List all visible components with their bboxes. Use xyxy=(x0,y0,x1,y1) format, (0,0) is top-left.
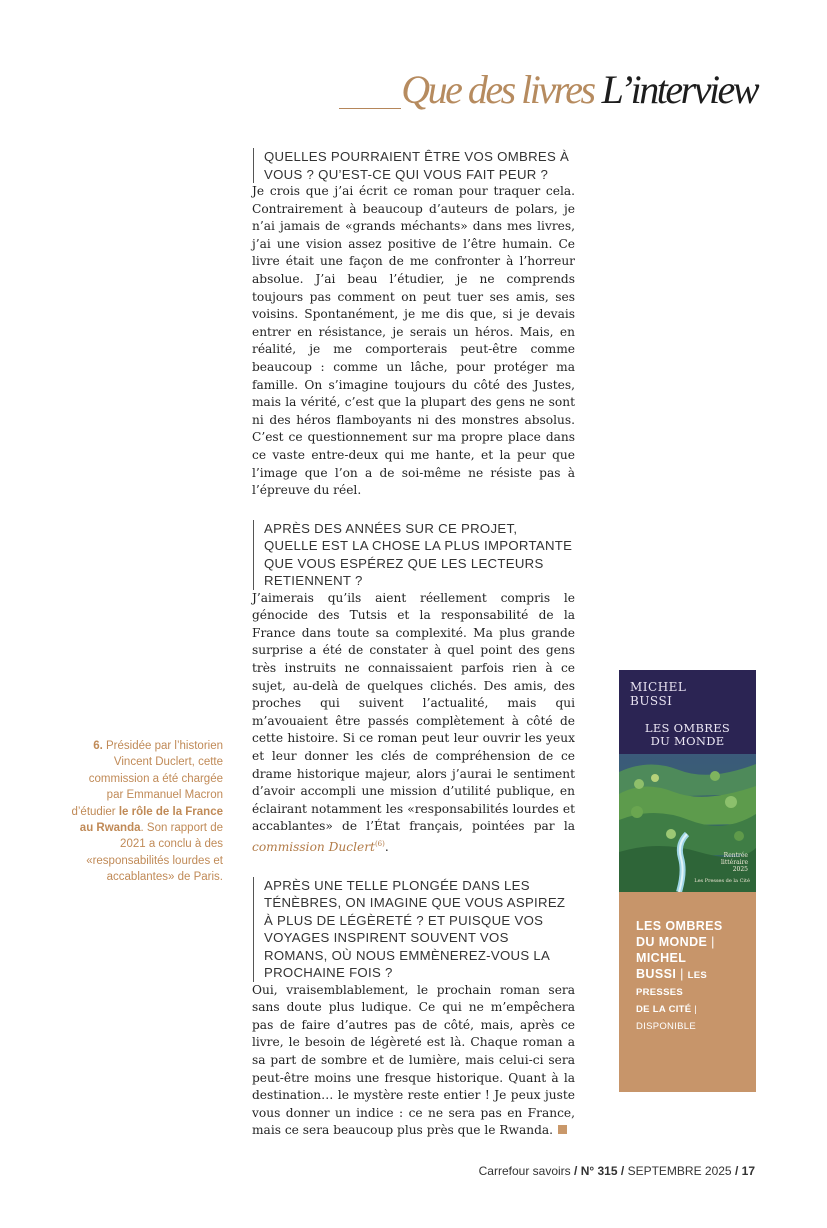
answer-2 xyxy=(252,590,575,857)
answer-1: Je crois que j’ai écrit ce roman pour traquer cela. Contrairement à beaucoup d’auteurs de polars, je n’ai jamais de «grands méchants» dans mes livres, j’ai une vision assez positive de l’être humain. Ce livre était une façon de me confronter à l’horreur absolue. J’ai beau l’étudier, je ne comprends toujours pas comment on peut tuer ses amis, ses voisins. Spontanément, je me dis que, si je devais entrer en résistance, je serais un héros. Mais, en réalité, je me comporterais peut-être comme beaucoup : comme un lâche, pour protéger ma famille. On s’imagine toujours du côté des Justes, mais la vérité, c’est que la plupart des gens ne sont ni des héros flamboyants ni des monstres absolus. C’est ce questionnement sur ma propre place dans ce vaste entre-deux qui me hante, et la peur que l’image que l’on a de soi-même ne résiste pas à l’épreuve du réel. xyxy=(252,184,575,498)
footnote-ref: (6) xyxy=(374,840,385,848)
book-info-box xyxy=(619,892,756,1092)
book-cover xyxy=(619,670,756,892)
cover-publisher: Les Presses de la Cité xyxy=(694,878,750,884)
page-folio: Carrefour savoirs / N° 315 / SEPTEMBRE 2025 / 17 xyxy=(478,1164,755,1178)
page-header xyxy=(401,66,757,113)
question-2: APRÈS DES ANNÉES SUR CE PROJET, QUELLE EST LA CHOSE LA PLUS IMPORTANTE QUE VOUS ESPÉREZ QUE LES LECTEURS RETIENNENT ? xyxy=(253,520,575,590)
footnote-text: Présidée par l’historien Vincent Duclert, cette commission a été chargée par Emmanuel Macron d’étudier xyxy=(71,740,223,818)
answer-3-text: Oui, vraisemblablement, le prochain roman sera sans doute plus ludique. Ce qui ne m’empêchera pas de faire d’autres pas de côté, mais, après ce livre, le besoin de légèreté est là. Chaque roman a sa part de sombre et de lumière, mais celui-ci sera peut-être moins une fresque historique. Quant à la destination… le mystère reste entier ! Je peux juste vous donner un indice : ce ne sera pas en France, mais ce sera beaucoup plus près que le Rwanda. xyxy=(252,982,575,1138)
header-rule xyxy=(339,108,401,109)
footnote-bold: le rôle de la France au Rwanda xyxy=(79,805,223,835)
info-publisher: PRESSES DE LA CITÉ | xyxy=(636,987,698,1015)
footnote-6 xyxy=(70,738,223,886)
answer-3 xyxy=(252,982,575,1140)
folio-magazine: Carrefour savoirs xyxy=(478,1164,571,1178)
header-section: L’interview xyxy=(601,67,757,112)
footnote-number: 6. xyxy=(93,740,103,752)
info-author: MICHEL BUSSI | LES xyxy=(636,951,707,981)
rentree-badge: Rentrée littéraire 2025 xyxy=(721,852,748,873)
cover-author: MICHEL BUSSI xyxy=(630,680,687,708)
commission-duclert-link[interactable]: commission Duclert xyxy=(252,840,375,855)
folio-issue: N° 315 xyxy=(580,1164,618,1178)
info-status: DISPONIBLE xyxy=(636,1021,697,1032)
answer-2-end: . xyxy=(384,840,389,855)
info-title: LES OMBRES DU MONDE | xyxy=(636,919,723,949)
folio-page: 17 xyxy=(741,1164,755,1178)
end-mark xyxy=(558,1125,567,1134)
answer-2-text: J’aimerais qu’ils aient réellement compris le génocide des Tutsis et la responsabilité de la France dans toute sa complexité. Ma plus grande surprise a été de constater à quel point des gens très instruits ne connaissaient parfois rien à ce sujet, au-delà de quelques clichés. Des amis, des proches qui suivent l’actualité, mais qui m’avouaient être passés complètement à côté de cette histoire. Si ce roman peut leur ouvrir les yeux et leur donner les clés de compréhension de ce drame historique majeur, alors j’aurai le sentiment d’avoir accompli une mission d’utilité publique, en éclairant notamment les «responsabilités lourdes et accablantes» de l’État français, pointées par la xyxy=(252,590,575,834)
cover-title: LES OMBRES DU MONDE xyxy=(644,721,731,748)
question-1: QUELLES POURRAIENT ÊTRE VOS OMBRES À VOUS ? QU’EST-CE QUI VOUS FAIT PEUR ? xyxy=(253,148,575,183)
question-3: APRÈS UNE TELLE PLONGÉE DANS LES TÉNÈBRES, ON IMAGINE QUE VOUS ASPIREZ À PLUS DE LÉGÈRETÉ ? ET PUISQUE VOS VOYAGES INSPIRENT SOUVENT VOS ROMANS, OÙ NOUS EMMÈNEREZ-VOUS LA PROCHAINE FOIS ? xyxy=(253,877,575,982)
folio-date: SEPTEMBRE 2025 xyxy=(627,1164,732,1178)
interview-column xyxy=(252,148,575,1140)
footnote-text-end: . Son rapport de 2021 a conclu à des «responsabilités lourdes et accablantes» de Paris. xyxy=(86,822,223,884)
header-brand: Que des livres xyxy=(401,67,594,112)
